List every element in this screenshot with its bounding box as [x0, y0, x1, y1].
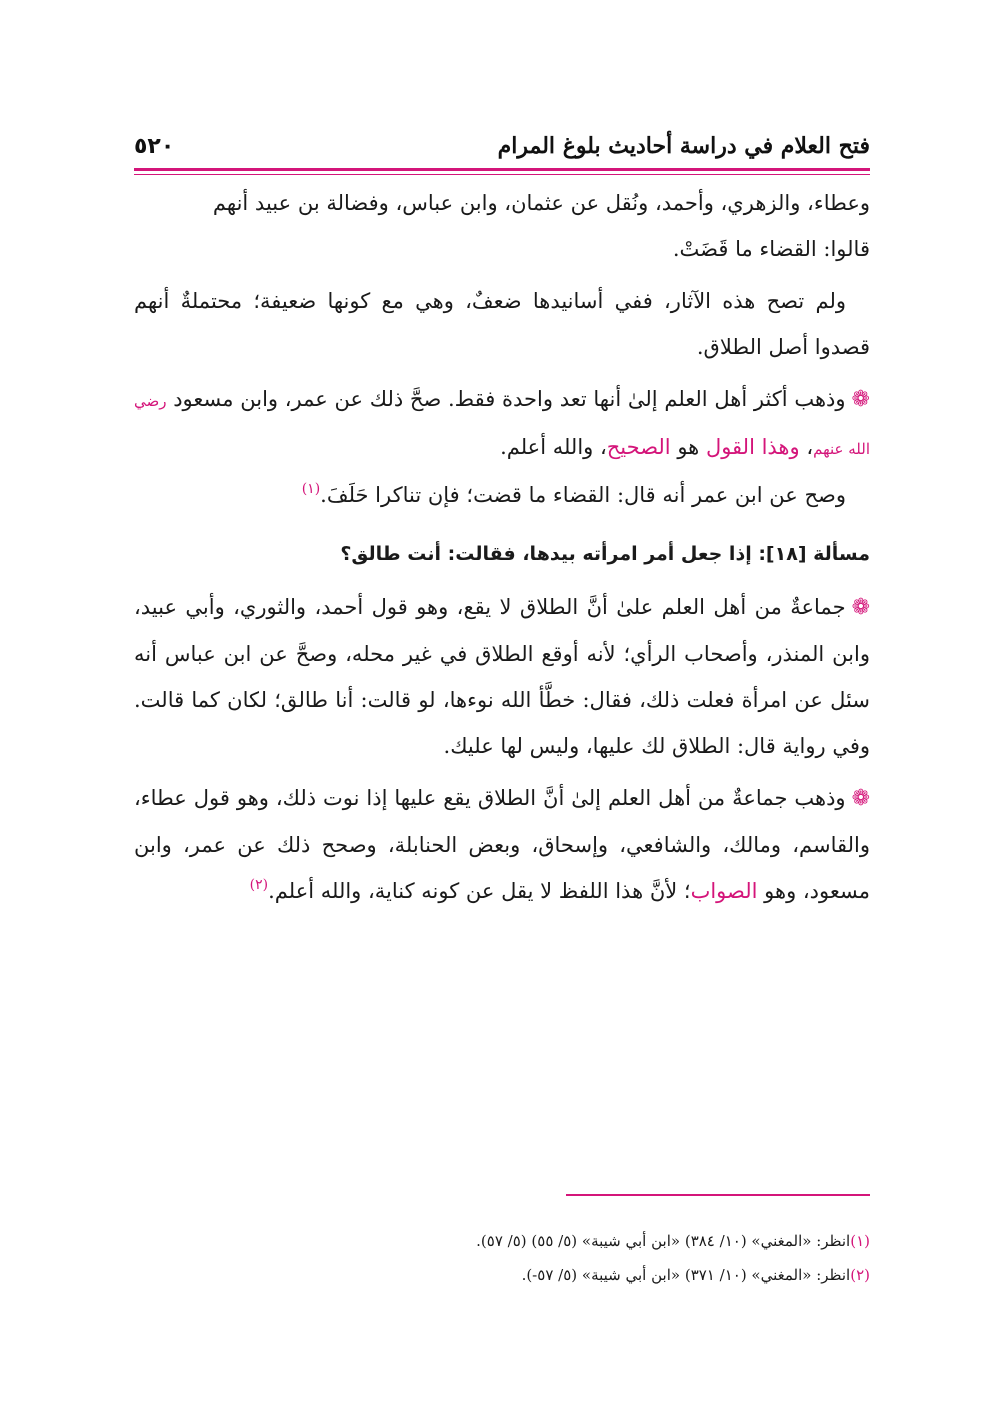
paragraph-2: ولم تصح هذه الآثار، ففي أسانيدها ضعفٌ، وهي مع كونها ضعيفة؛ محتملةٌ أنهم قصدوا أصل الطلاق. [134, 289, 870, 359]
main-text [134, 180, 870, 914]
header-rule-thin [134, 174, 870, 175]
book-title: فتح العلام في دراسة أحاديث بلوغ المرام [497, 133, 870, 159]
section-heading: مسألة [١٨]: إذا جعل أمر امرأته بيدها، فقالت: أنت طالق؟ [340, 543, 870, 565]
footnote-ref-1[interactable]: (١) [301, 481, 321, 497]
footnotes [134, 1224, 870, 1292]
flower-icon: ❁ [851, 786, 870, 811]
footnote-separator [566, 1194, 870, 1196]
header-rule-thick [134, 168, 870, 171]
highlight-correct-answer: الصواب [690, 879, 758, 903]
paragraph-4: وصح عن ابن عمر أنه قال: القضاء ما قضت؛ فإن تناكرا حَلَفَ.$^{(١)}$ [301, 481, 846, 507]
paragraph-3: ❁وذهب أكثر أهل العلم إلىٰ أنها تعد واحدة فقط. صحَّ ذلك عن عمر، وابن مسعود رضي الله عنهم، وهذا القول هو الصحيح، والله أعلم. [134, 387, 870, 459]
footnote-1: (١)انظر: «المغني» (١٠/ ٣٨٤) «ابن أبي شيبة» (٥/ ٥٥) (٥/ ٥٧). [476, 1232, 870, 1250]
paragraph-1: وعطاء، والزهري، وأحمد، ونُقل عن عثمان، وابن عباس، وفضالة بن عبيد أنهم [212, 191, 870, 215]
paragraph-5: ❁جماعةٌ من أهل العلم علىٰ أنَّ الطلاق لا يقع، وهو قول أحمد، والثوري، وأبي عبيد، وابن المنذر، وأصحاب الرأي؛ لأنه أوقع الطلاق في غير محله، وصحَّ عن ابن عباس أنه سئل عن امرأة فعلت ذلك، فقال: خطَّأ الله نوءها، لو قالت: أنا طالق؛ لكان كما قالت. وفي رواية قال: الطلاق لك عليها، وليس لها عليك. [134, 595, 870, 758]
flower-icon: ❁ [851, 595, 870, 620]
highlight-correct: الصحيح [606, 435, 671, 459]
page-header [134, 128, 870, 164]
flower-icon: ❁ [851, 387, 870, 412]
honorific-text: رضي الله عنهم [134, 392, 870, 458]
highlight-this-opinion: وهذا القول [705, 435, 800, 459]
footnote-2: (٢)انظر: «المغني» (١٠/ ٣٧١) «ابن أبي شيبة» (٥/ ٥٧-). [521, 1266, 870, 1284]
footnote-ref-2[interactable]: (٢) [249, 877, 269, 893]
paragraph-1-end: قالوا: القضاء ما قَضَتْ. [672, 237, 870, 261]
page-number: ٥٢٠ [134, 133, 175, 159]
paragraph-6: ❁وذهب جماعةٌ من أهل العلم إلىٰ أنَّ الطلاق يقع عليها إذا نوت ذلك، وهو قول عطاء، والقاسم، ومالك، والشافعي، وإسحاق، وبعض الحنابلة، وصحح ذلك عن عمر، وابن مسعود، وهو الصواب؛ لأنَّ هذا اللفظ لا يقل عن كونه كناية، والله أعلم.$^{(٢)}$ [134, 786, 870, 903]
